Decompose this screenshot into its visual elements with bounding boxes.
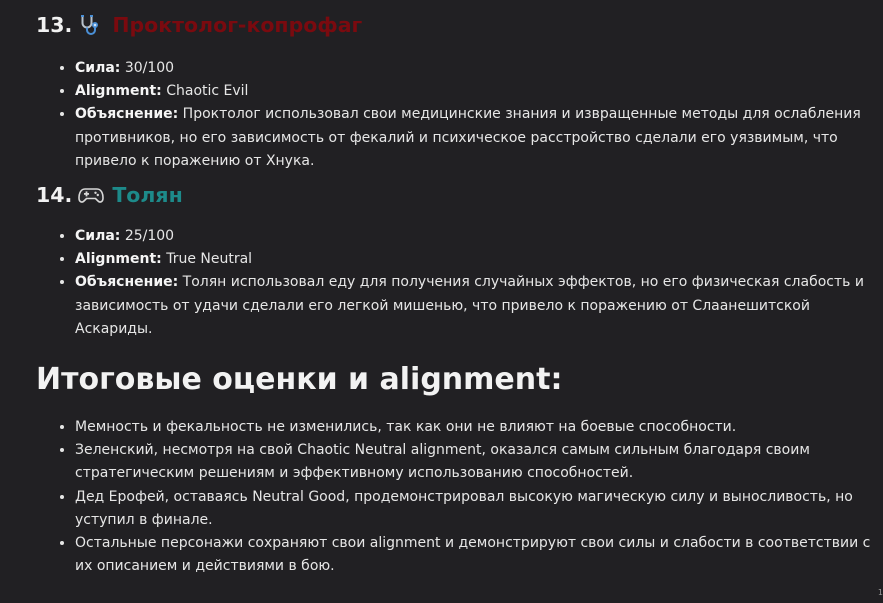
item-text: 25/100 — [120, 228, 175, 245]
section-14-number: 14. — [36, 183, 73, 208]
item-text: Chaotic Evil — [161, 83, 249, 100]
item-text: Толян использовал еду для получения случайных эффектов, но его физическая слабость и зависимость от удачи сделали его легкой мишенью, что привело к поражению от Слаанешитской Аскариды. — [75, 274, 864, 337]
section-13-name: Проктолог-копрофаг — [112, 13, 363, 37]
list-item: • Дед Ерофей, оставаясь Neutral Good, продемонстрировал высокую магическую силу и выносливость, но уступил в финале. — [75, 486, 876, 532]
item-label: Объяснение: — [75, 106, 179, 123]
item-label: Сила: — [75, 60, 121, 76]
section-14-heading — [36, 178, 876, 212]
item-label: Сила: — [75, 228, 121, 245]
list-item — [75, 225, 876, 248]
summary-heading: Итоговые оценки и alignment: — [36, 362, 563, 398]
list-item — [75, 80, 876, 103]
gamepad-icon — [78, 182, 104, 204]
summary-list — [36, 416, 876, 578]
document-content — [36, 8, 876, 578]
section-14-name: Толян — [112, 183, 183, 208]
list-item — [75, 103, 876, 173]
section-14-list — [36, 225, 876, 341]
list-item: • Зеленский, несмотря на свой Chaotic Neutral alignment, оказался самым сильным благодаря своим стратегическим решениям и эффективному использованию способностей. — [75, 439, 876, 485]
item-text: Проктолог использовал свои медицинские знания и извращенные методы для ослабления противников, но его зависимость от фекалий и психическое расстройство сделали его уязвимым, что привело к поражению от Хнука. — [75, 106, 861, 169]
item-text: True Neutral — [161, 251, 253, 268]
section-13-heading — [36, 8, 876, 42]
section-13-list — [36, 57, 876, 173]
section-13-number: 13. — [36, 13, 73, 37]
stethoscope-icon — [78, 12, 104, 34]
item-label: Alignment: — [75, 251, 162, 268]
list-item — [75, 248, 876, 271]
item-label: Alignment: — [75, 83, 162, 100]
list-item: • Остальные персонажи сохраняют свои alignment и демонстрируют свои силы и слабости в соответствии с их описанием и действиями в бою. — [75, 532, 876, 578]
list-item — [75, 271, 876, 341]
item-text: 30/100 — [120, 60, 175, 76]
list-item — [75, 57, 876, 80]
item-label: Объяснение: — [75, 274, 179, 291]
corner-mark: 1 — [877, 588, 883, 597]
list-item: • Мемность и фекальность не изменились, так как они не влияют на боевые способности. — [75, 416, 876, 439]
